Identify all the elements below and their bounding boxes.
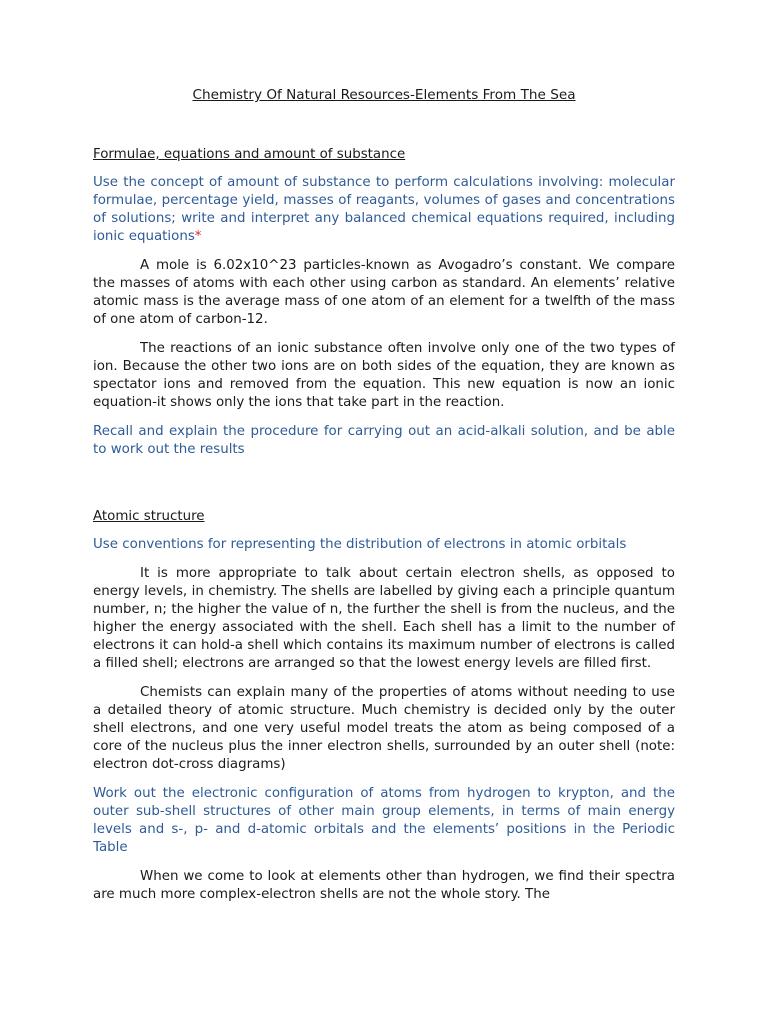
body-paragraph-atom-model: Chemists can explain many of the properties of atoms without needing to use a detailed theory of atomic structure. Much chemistry is decided only by the outer shell electrons, and one very useful model treats the atom as being composed of a core of the nucleus plus the inner electron shells, surrounded by an outer shell (note: electron dot-cross diagrams) xyxy=(93,685,675,772)
body-paragraph-ionic: The reactions of an ionic substance often involve only one of the two types of ion. Because the other two ions are on both sides of the equation, they are known as spectator ions and removed from the equation. This new equation is now an ionic equation-it shows only the ions that take part in the reaction. xyxy=(93,341,675,410)
body-paragraph-electron-shells: It is more appropriate to talk about certain electron shells, as opposed to energy levels, in chemistry. The shells are labelled by giving each a principle quantum number, n; the higher the value of n, the further the shell is from the nucleus, and the higher the energy associated with the shell. Each shell has a limit to the number of electrons it can hold-a shell which contains its maximum number of electrons is called a filled shell; electrons are arranged so that the lowest energy levels are filled first. xyxy=(93,566,675,671)
section-spacer xyxy=(93,470,675,508)
body-paragraph-spectra: When we come to look at elements other than hydrogen, we find their spectra are much more complex-electron shells are not the whole story. The xyxy=(93,869,675,902)
body-paragraph-mole: A mole is 6.02x10^23 particles-known as Avogadro’s constant. We compare the masses of atoms with each other using carbon as standard. An elements’ relative atomic mass is the average mass of one atom of an element for a twelfth of the mass of one atom of carbon-12. xyxy=(93,258,675,327)
learning-objective-electron-distribution: Use conventions for representing the distribution of electrons in atomic orbitals xyxy=(93,537,627,552)
document-page xyxy=(93,86,675,915)
section-heading-formulae: Formulae, equations and amount of substance xyxy=(93,147,406,162)
learning-objective-acid-alkali: Recall and explain the procedure for carrying out an acid-alkali solution, and be able to work out the results xyxy=(93,424,675,457)
learning-objective-electronic-configuration: Work out the electronic configuration of atoms from hydrogen to krypton, and the outer sub-shell structures of other main group elements, in terms of main energy levels and s-, p- and d-atomic orbitals and the elements’ positions in the Periodic Table xyxy=(93,786,675,855)
objective-text: Use the concept of amount of substance to perform calculations involving: molecular formulae, percentage yield, masses of reagants, volumes of gases and concentrations of solutions; write and interpret any balanced chemical equations required, including ionic equations xyxy=(93,175,675,244)
learning-objective xyxy=(93,174,675,246)
asterisk-mark: * xyxy=(194,229,202,244)
document-title: Chemistry Of Natural Resources-Elements From The Sea xyxy=(192,87,576,103)
section-heading-atomic-structure: Atomic structure xyxy=(93,509,205,524)
